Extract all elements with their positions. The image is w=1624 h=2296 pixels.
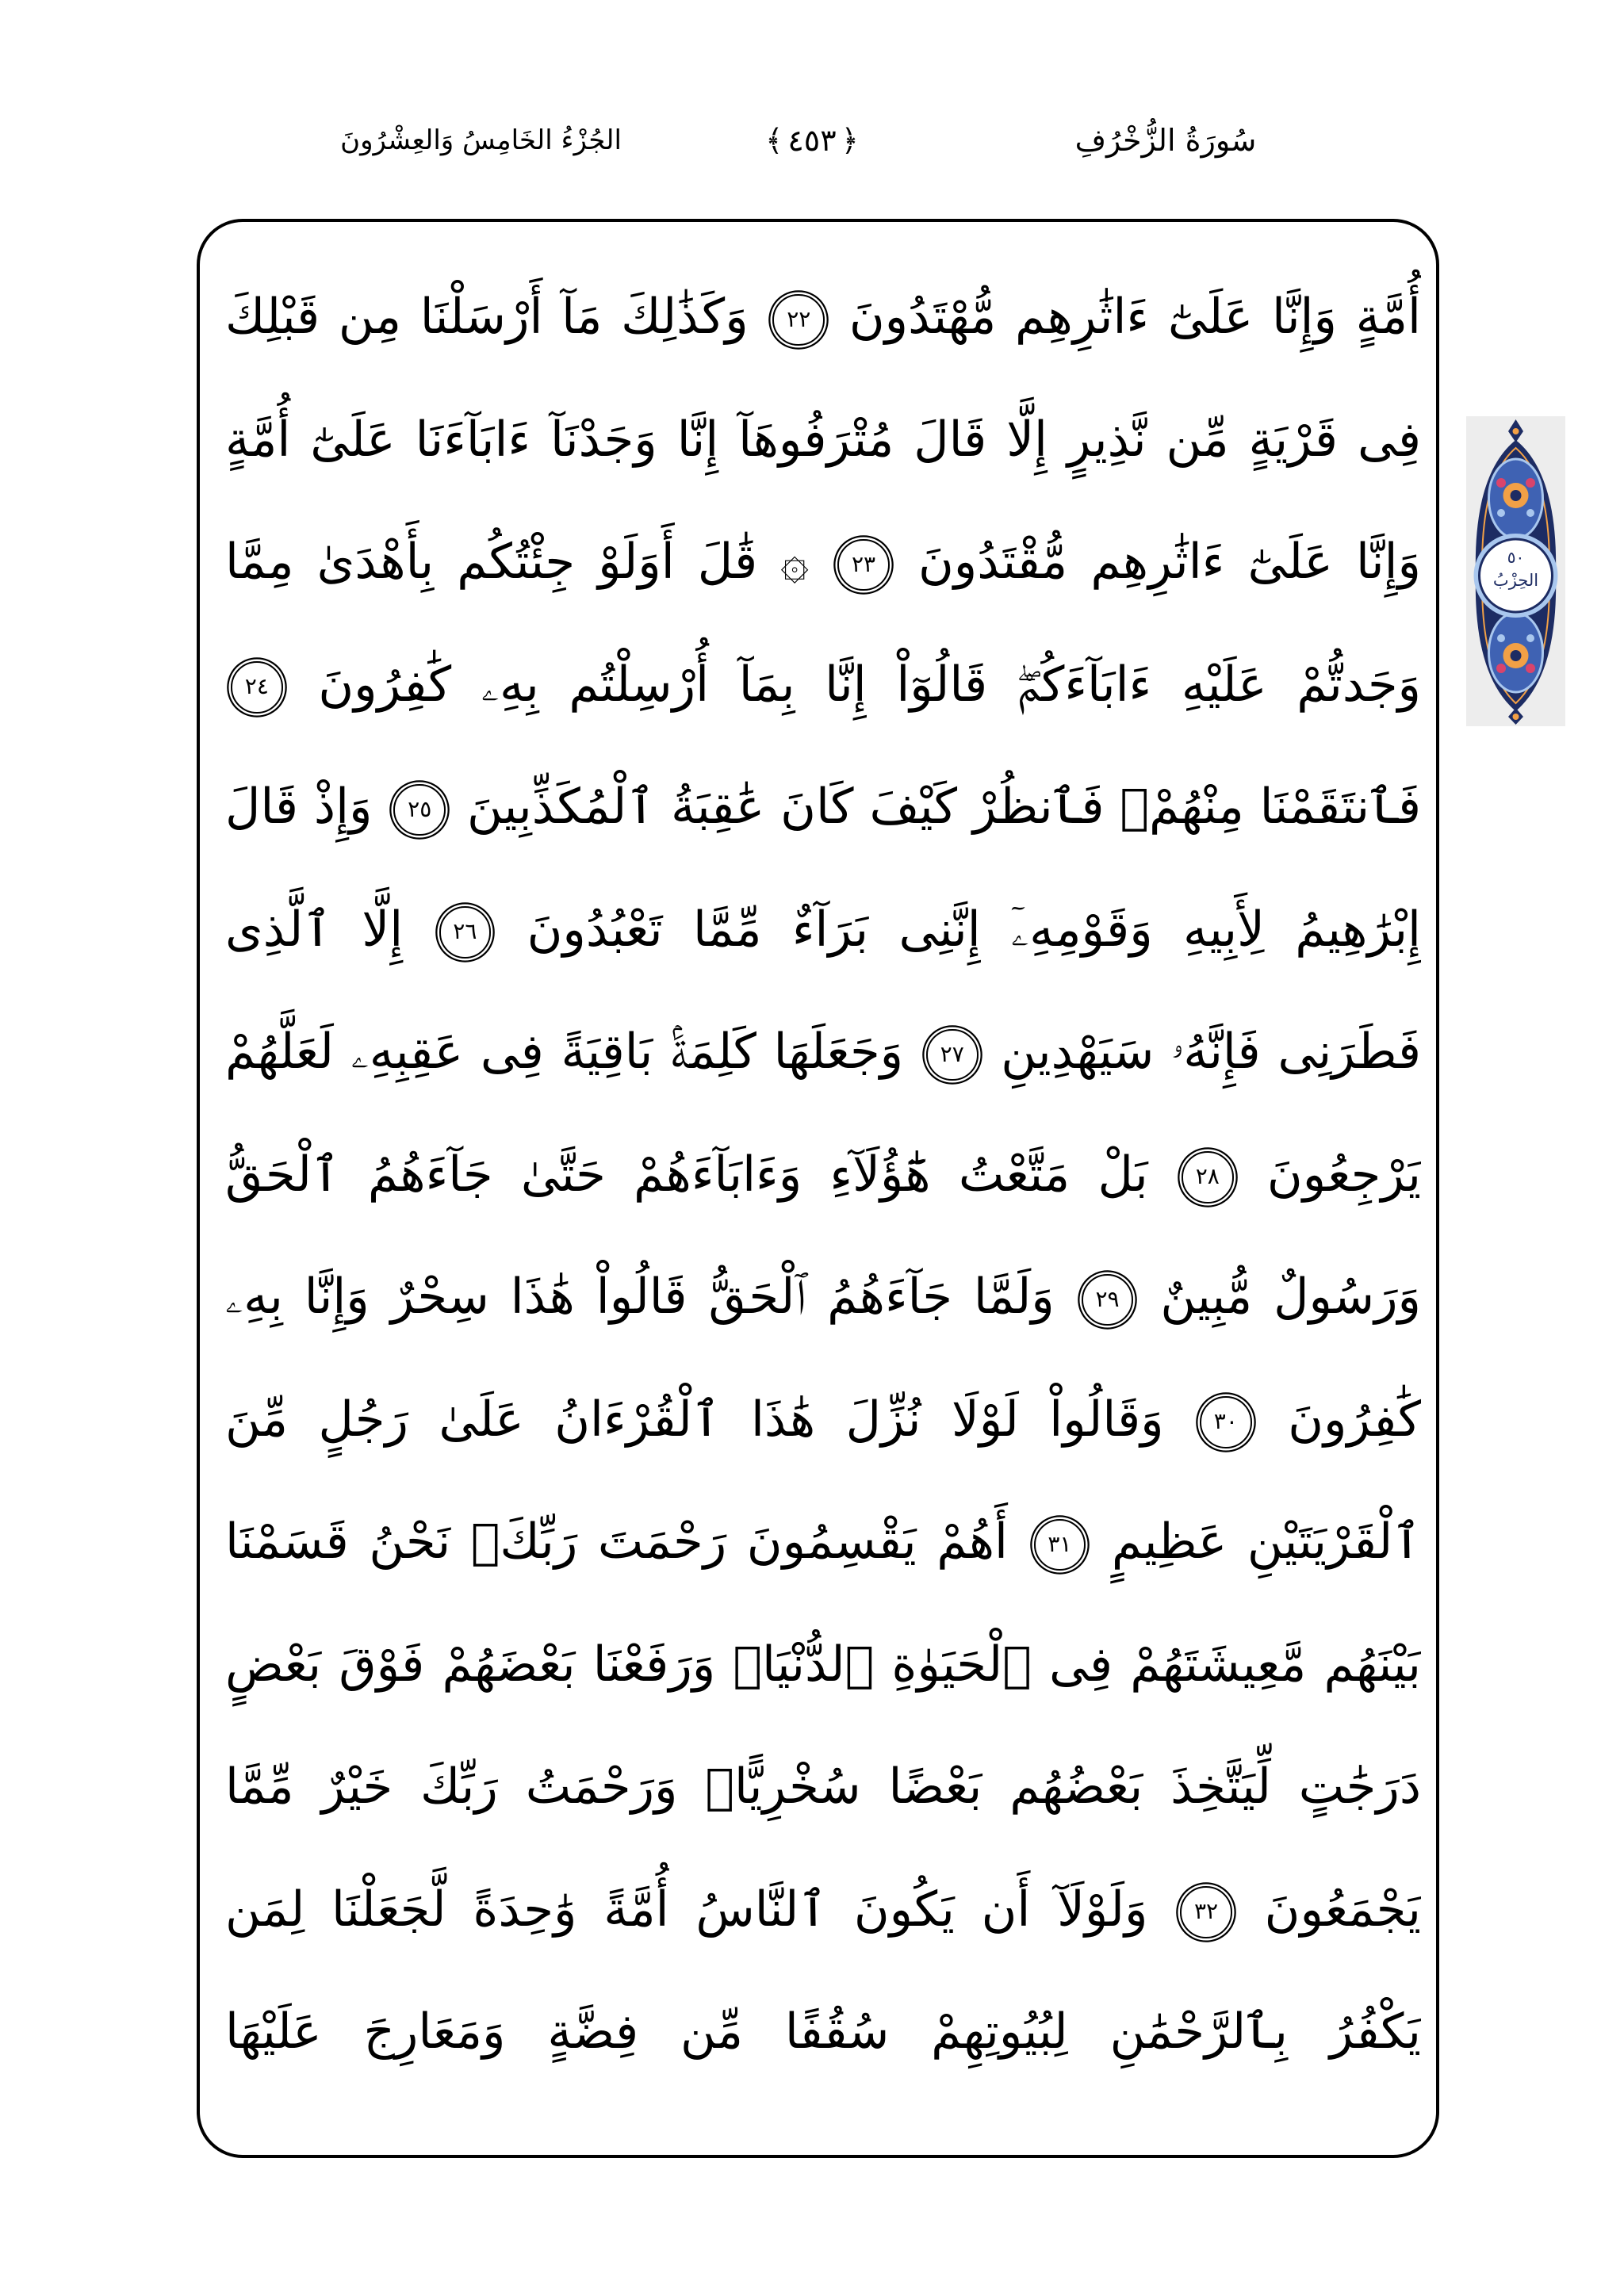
text-line	[225, 869, 1421, 992]
ayah-end-marker: ٢٧	[926, 1029, 979, 1081]
text-line	[225, 501, 1421, 624]
top-finial-dot	[1513, 428, 1519, 434]
ayah-end-marker: ٢٥	[393, 784, 446, 836]
ayah-end-marker: ٢٨	[1182, 1151, 1234, 1203]
verse-text: فِى قَرْيَةٍ مِّن نَّذِيرٍ إِلَّا قَالَ مُتْرَفُوهَآ إِنَّا وَجَدْنَآ ءَابَآءَنَا عَلَىٰٓ أُمَّةٍ	[225, 411, 1421, 468]
verse-text: وَلَمَّا جَآءَهُمُ ٱلْحَقُّ قَالُواْ هَٰذَا سِحْرٌ وَإِنَّا بِهِۦ	[225, 1269, 1055, 1325]
upper-dot-right	[1526, 509, 1534, 517]
verse-text: دَرَجَٰتٍ لِّيَتَّخِذَ بَعْضُهُم بَعْضًا سُخْرِيًّاۗ وَرَحْمَتُ رَبِّكَ خَيْرٌ مِّمَّا	[225, 1758, 1421, 1815]
verse-text: إِبْرَٰهِيمُ لِأَبِيهِ وَقَوْمِهِۦٓ إِنَّنِى بَرَآءٌ مِّمَّا تَعْبُدُونَ	[527, 901, 1421, 958]
ayah-end-marker: ٢٣	[837, 539, 890, 591]
verse-text: ۞ قَٰلَ أَوَلَوْ جِئْتُكُم بِأَهْدَىٰ مِمَّا	[225, 534, 810, 590]
ayah-end-marker: ٣٢	[1180, 1886, 1232, 1938]
verse-text: فَٱنتَقَمْنَا مِنْهُمْۖ فَٱنظُرْ كَيْفَ كَانَ عَٰقِبَةُ ٱلْمُكَذِّبِينَ	[466, 779, 1421, 835]
verse-text: بَلْ مَتَّعْتُ هَٰٓؤُلَآءِ وَءَابَآءَهُمْ حَتَّىٰ جَآءَهُمُ ٱلْحَقُّ	[225, 1146, 1148, 1203]
hizb-label: الحِزْبُ	[1492, 571, 1539, 590]
lower-petal-left	[1496, 664, 1506, 673]
page-number: ﴿ ٤٥٣ ﴾	[760, 123, 864, 158]
verse-text: يَرْجِعُونَ	[1266, 1146, 1421, 1203]
text-line	[225, 1114, 1421, 1237]
text-line	[225, 1359, 1421, 1482]
bottom-finial-dot	[1513, 714, 1519, 720]
quran-text-block	[225, 256, 1421, 2094]
verse-text: وَرَسُولٌ مُّبِينٌ	[1160, 1269, 1421, 1325]
verse-text: يَجْمَعُونَ	[1264, 1881, 1421, 1938]
verse-text: كَٰفِرُونَ	[1288, 1391, 1421, 1448]
verse-text: بَيْنَهُم مَّعِيشَتَهُمْ فِى ٱلْحَيَوٰةِ ٱلدُّنْيَاۚ وَرَفَعْنَا بَعْضَهُمْ فَوْقَ بَعْضٍ	[225, 1636, 1421, 1693]
verse-text: وَجَعَلَهَا كَلِمَةَۢ بَاقِيَةً فِى عَقِبِهِۦ لَعَلَّهُمْ	[225, 1024, 904, 1080]
upper-flower-center	[1511, 490, 1522, 501]
text-line	[225, 991, 1421, 1114]
verse-text: وَكَذَٰلِكَ مَآ أَرْسَلْنَا مِن قَبْلِكَ	[225, 289, 749, 345]
text-line	[225, 1726, 1421, 1849]
verse-text: أَهُمْ يَقْسِمُونَ رَحْمَتَ رَبِّكَۚ نَحْنُ قَسَمْنَا	[225, 1513, 1008, 1570]
juz-name-header: الجُزْءُ الخَامِسُ وَالعِشْرُونَ	[340, 124, 622, 156]
lower-dot-left	[1497, 634, 1505, 642]
upper-petal-right	[1526, 478, 1535, 488]
hizb-number: ٥٠	[1507, 548, 1525, 567]
lower-petal-right	[1526, 664, 1535, 673]
ayah-end-marker: ٣١	[1034, 1519, 1086, 1571]
ayah-end-marker: ٢٦	[439, 906, 492, 959]
text-line	[225, 1849, 1421, 1972]
verse-text: إِلَّا ٱلَّذِى	[225, 901, 404, 958]
page-number-header	[717, 116, 907, 165]
text-line	[225, 746, 1421, 869]
verse-text: يَكْفُرُ بِٱلرَّحْمَٰنِ لِبُيُوتِهِمْ سُقُفًا مِّن فِضَّةٍ وَمَعَارِجَ عَلَيْهَا	[225, 2003, 1421, 2060]
ayah-end-marker: ٣٠	[1200, 1396, 1252, 1448]
verse-text: فَطَرَنِى فَإِنَّهُۥ سَيَهْدِينِ	[1001, 1024, 1421, 1080]
verse-text: وَإِنَّا عَلَىٰٓ ءَاثَٰرِهِم مُّقْتَدُونَ	[918, 534, 1421, 590]
verse-text: وَإِذْ قَالَ	[225, 779, 373, 835]
text-line	[225, 624, 1421, 747]
verse-text: ٱلْقَرْيَتَيْنِ عَظِيمٍ	[1111, 1513, 1421, 1570]
ayah-end-marker: ٢٤	[231, 661, 283, 714]
ayah-end-marker: ٢٩	[1082, 1274, 1134, 1326]
text-line	[225, 1971, 1421, 2094]
lower-flower-center	[1511, 650, 1522, 661]
ayah-end-marker: ٢٢	[772, 294, 825, 346]
text-line	[225, 256, 1421, 379]
verse-text: أُمَّةٍ وَإِنَّا عَلَىٰٓ ءَاثَٰرِهِم مُّهْتَدُونَ	[848, 289, 1421, 345]
surah-name-header: سُورَةُ الزُّخْرُفِ	[1074, 123, 1257, 158]
verse-text: وَلَوْلَآ أَن يَكُونَ ٱلنَّاسُ أُمَّةً وَٰحِدَةً لَّجَعَلْنَا لِمَن	[225, 1881, 1148, 1938]
hizb-marker	[1466, 416, 1565, 726]
text-line	[225, 1604, 1421, 1727]
upper-petal-left	[1496, 478, 1506, 488]
text-line	[225, 1236, 1421, 1359]
lower-dot-right	[1526, 634, 1534, 642]
text-line	[225, 379, 1421, 502]
upper-dot-left	[1497, 509, 1505, 517]
text-line	[225, 1481, 1421, 1604]
verse-text: وَقَالُواْ لَوْلَا نُزِّلَ هَٰذَا ٱلْقُرْءَانُ عَلَىٰ رَجُلٍ مِّنَ	[225, 1391, 1164, 1448]
verse-text: وَجَدتُّمْ عَلَيْهِ ءَابَآءَكُمْۖ قَالُوٓاْ إِنَّا بِمَآ أُرْسِلْتُم بِهِۦ كَٰفِرُونَ	[318, 656, 1421, 713]
